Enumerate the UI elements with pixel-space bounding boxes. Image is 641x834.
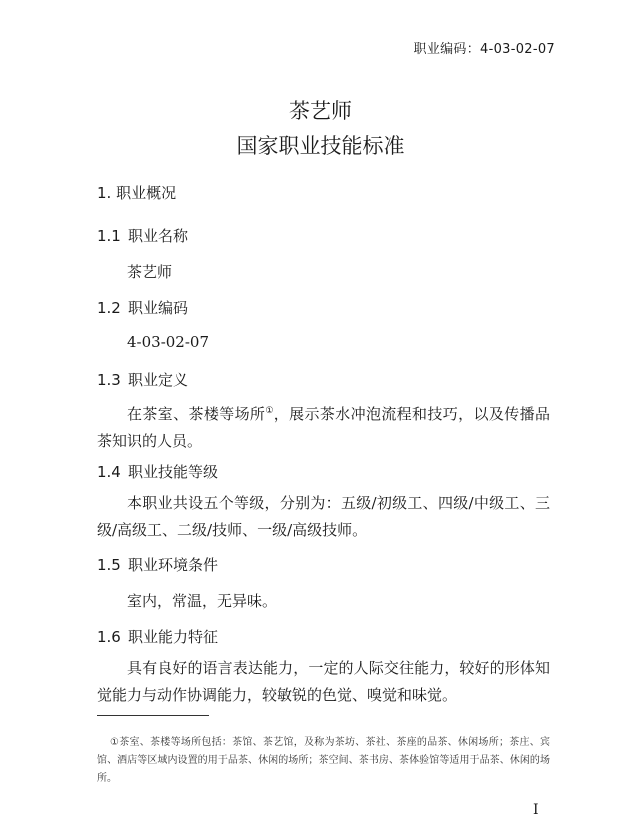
footnote-reference[interactable]: ① xyxy=(265,406,274,416)
section-number: 1.1 xyxy=(97,227,121,245)
ability-characteristics-text: 具有良好的语言表达能力，一定的人际交往能力，较好的形体知觉能力与动作协调能力，较敏锐的色觉、嗅觉和味觉。 xyxy=(97,659,550,704)
section-number: 1.4 xyxy=(97,463,121,481)
section-title: 职业编码 xyxy=(128,299,189,317)
occupation-code-header: 职业编码：4-03-02-07 xyxy=(413,42,555,57)
section-number: 1.3 xyxy=(97,371,121,389)
section-title: 职业能力特征 xyxy=(128,628,219,646)
section-heading-1-2 xyxy=(97,297,188,318)
definition-text-start: 在茶室、茶楼等场所 xyxy=(127,405,266,423)
environment-conditions: 室内，常温，无异味。 xyxy=(127,592,278,610)
footnote-text: 茶室、茶楼等场所包括：茶馆、茶艺馆，及称为茶坊、茶社、茶座的品茶、休闲场所；茶庄、宾馆、酒店等区域内设置的用于品茶、休闲的场所；茶空间、茶书房、茶体验馆等适用于品茶、休闲的场所。 xyxy=(97,737,550,784)
skill-levels-text: 本职业共设五个等级，分别为：五级/初级工、四级/中级工、三级/高级工、二级/技师、一级/高级技师。 xyxy=(97,494,550,539)
footnote xyxy=(97,734,550,788)
section-number: 1.2 xyxy=(97,299,121,317)
section-title: 职业定义 xyxy=(128,371,189,389)
doc-subtitle: 国家职业技能标准 xyxy=(236,134,405,158)
section-heading-1: 1. 职业概况 xyxy=(97,184,177,202)
section-number: 1.5 xyxy=(97,556,121,574)
section-heading-1-6 xyxy=(97,626,218,647)
section-title: 职业环境条件 xyxy=(128,556,219,574)
section-heading-1-5 xyxy=(97,554,218,575)
footnote-divider xyxy=(97,715,209,716)
occupation-name: 茶艺师 xyxy=(127,263,173,281)
footnote-mark: ① xyxy=(110,737,119,748)
section-number: 1.6 xyxy=(97,628,121,646)
definition-text-end: ，展示茶水冲泡流程和技巧，以及传播品茶知识的人员。 xyxy=(97,405,550,450)
section-heading-1-3 xyxy=(97,369,188,390)
section-title: 职业技能等级 xyxy=(128,463,219,481)
page-number: I xyxy=(533,802,539,818)
doc-title: 茶艺师 xyxy=(289,99,352,123)
occupation-code: 4-03-02-07 xyxy=(127,333,210,351)
occupation-definition xyxy=(97,398,550,455)
section-heading-1-4 xyxy=(97,461,218,482)
section-title: 职业名称 xyxy=(128,227,189,245)
section-heading-1-1 xyxy=(97,225,188,246)
